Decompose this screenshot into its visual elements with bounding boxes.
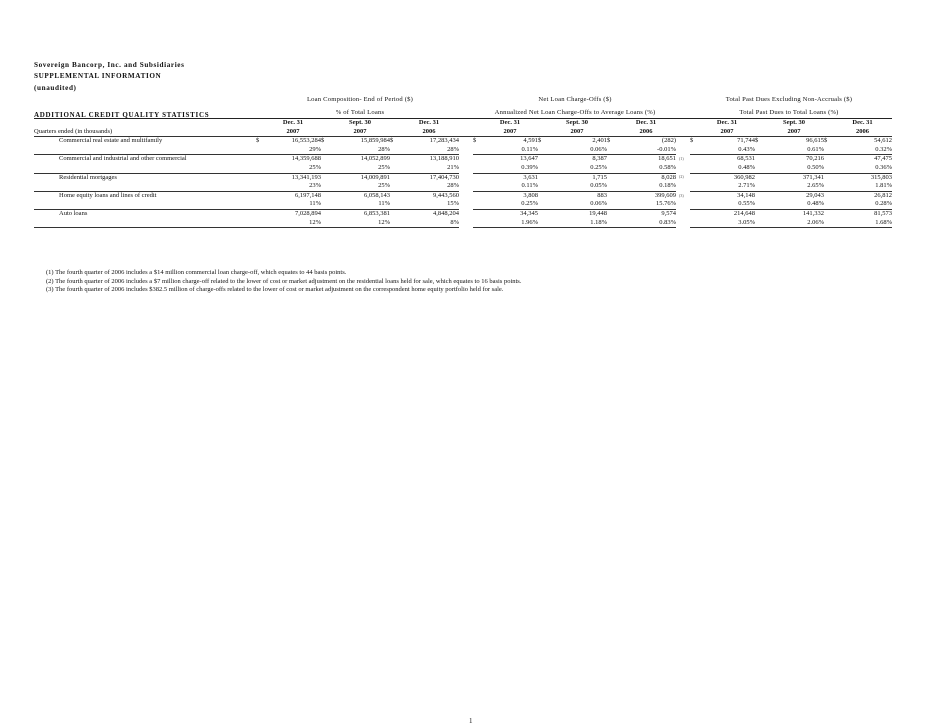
cell-percent: 0.61% — [764, 146, 824, 155]
cell-value: 14,052,899 — [360, 155, 390, 163]
row-label: Home equity loans and lines of credit — [59, 191, 157, 199]
currency-spacer — [390, 219, 399, 228]
cell-value: 18,651 — [658, 155, 676, 163]
group-gap — [459, 164, 473, 173]
currency-spacer — [390, 182, 399, 191]
currency-spacer — [321, 155, 330, 164]
currency-spacer — [256, 164, 265, 173]
currency-spacer — [607, 219, 616, 228]
group-gap — [676, 209, 690, 218]
cell-value: 9,574 — [661, 209, 676, 217]
table-row — [34, 137, 892, 146]
header-row-month — [34, 119, 892, 128]
currency-spacer — [321, 200, 330, 209]
col-header-year: 2006 — [616, 128, 676, 137]
cell-percent: 0.43% — [699, 146, 755, 155]
cell-value: 8,028 — [661, 173, 676, 181]
row-label: Auto loans — [59, 209, 88, 217]
currency-spacer — [690, 155, 699, 164]
group-gap — [676, 137, 690, 146]
currency-spacer — [256, 209, 265, 218]
group-gap — [676, 200, 690, 209]
currency-spacer — [690, 191, 699, 200]
col-header-year: 2006 — [833, 128, 892, 137]
table-row-percent — [34, 219, 892, 228]
table-row-percent — [34, 200, 892, 209]
group-subtitle-loan-composition: % of Total Loans — [335, 109, 385, 116]
currency-spacer — [473, 182, 482, 191]
cell-percent: 3.05% — [699, 219, 755, 228]
currency-spacer — [473, 219, 482, 228]
cell-percent: 23% — [265, 182, 321, 191]
section-title: ADDITIONAL CREDIT QUALITY STATISTICS — [34, 111, 210, 119]
cell-value: 19,448 — [589, 209, 607, 217]
currency-spacer — [473, 173, 482, 182]
cell-percent: 0.06% — [547, 200, 607, 209]
cell-percent: 1.68% — [833, 219, 892, 228]
cell-percent: 0.39% — [482, 164, 538, 173]
currency-symbol: $ — [755, 137, 759, 145]
cell-percent: 0.58% — [616, 164, 676, 173]
currency-spacer — [690, 219, 699, 228]
currency-spacer — [321, 182, 330, 191]
group-gap — [459, 209, 473, 218]
cell-value: 17,404,730 — [429, 173, 459, 181]
cell-percent: -0.01% — [616, 146, 676, 155]
currency-spacer — [607, 173, 616, 182]
cell-value: (282) — [661, 137, 676, 145]
currency-spacer — [607, 209, 616, 218]
cell-value: 34,345 — [520, 209, 538, 217]
currency-symbol: $ — [538, 137, 542, 145]
cell-value: 13,188,910 — [429, 155, 459, 163]
col-header-month: Dec. 31 — [499, 119, 521, 126]
cell-value: 315,803 — [870, 173, 892, 181]
currency-spacer — [538, 191, 547, 200]
cell-percent: 2.65% — [764, 182, 824, 191]
cell-percent: 0.06% — [547, 146, 607, 155]
currency-symbol: $ — [256, 137, 260, 145]
row-label: Residential mortgages — [59, 173, 117, 181]
header-row-year — [34, 128, 892, 137]
cell-percent: 0.48% — [764, 200, 824, 209]
row-label-spacer — [34, 219, 256, 228]
cell-percent: 25% — [330, 164, 390, 173]
cell-value: 4,591 — [523, 137, 538, 145]
row-label-spacer — [34, 164, 256, 173]
currency-spacer — [473, 200, 482, 209]
cell-percent: 0.32% — [833, 146, 892, 155]
currency-spacer — [390, 191, 399, 200]
group-gap — [459, 200, 473, 209]
currency-spacer — [824, 209, 833, 218]
cell-value: 16,553,284 — [291, 137, 321, 145]
table-row — [34, 155, 892, 164]
cell-percent: 0.11% — [482, 182, 538, 191]
cell-value: 14,359,688 — [291, 155, 321, 163]
cell-percent: 0.83% — [616, 219, 676, 228]
currency-spacer — [256, 155, 265, 164]
currency-spacer — [390, 200, 399, 209]
table-row — [34, 191, 892, 200]
col-header-month: Sept. 30 — [782, 119, 806, 126]
cell-value: 13,647 — [520, 155, 538, 163]
currency-spacer — [256, 146, 265, 155]
currency-spacer — [690, 209, 699, 218]
cell-value: 15,859,984 — [360, 137, 390, 145]
currency-spacer — [824, 219, 833, 228]
cell-percent: 11% — [330, 200, 390, 209]
currency-spacer — [755, 219, 764, 228]
footnote-marker: (3) — [679, 192, 684, 198]
cell-percent: 0.11% — [482, 146, 538, 155]
cell-percent: 0.18% — [616, 182, 676, 191]
group-gap — [459, 219, 473, 228]
cell-percent: 29% — [265, 146, 321, 155]
currency-spacer — [538, 146, 547, 155]
footnote-3: (3) The fourth quarter of 2006 includes $382.5 million of charge-offs related to the lower of cost or market adjustment on the correspondent home equity portfolio held for sale. — [46, 286, 504, 294]
cell-value: 14,009,891 — [360, 173, 390, 181]
currency-spacer — [256, 182, 265, 191]
cell-value: 26,812 — [874, 191, 892, 199]
cell-percent: 2.71% — [699, 182, 755, 191]
cell-percent: 0.25% — [482, 200, 538, 209]
cell-value: 17,283,434 — [429, 137, 459, 145]
currency-symbol: $ — [390, 137, 394, 145]
cell-percent: 15% — [399, 200, 459, 209]
col-header-year: 2006 — [399, 128, 459, 137]
group-subtitle-net-charge-offs: Annualized Net Loan Charge-Offs to Average Loans (%) — [494, 109, 656, 116]
cell-value: 6,197,148 — [295, 191, 321, 199]
footnotes — [46, 269, 521, 295]
currency-spacer — [321, 146, 330, 155]
currency-spacer — [607, 164, 616, 173]
col-header-month: Dec. 31 — [418, 119, 440, 126]
group-gap — [459, 173, 473, 182]
quarters-label: Quarters ended (in thousands) — [34, 128, 256, 137]
cell-percent: 0.28% — [833, 200, 892, 209]
currency-spacer — [390, 146, 399, 155]
row-label-spacer — [34, 146, 256, 155]
table-row — [34, 209, 892, 218]
currency-spacer — [690, 173, 699, 182]
currency-spacer — [690, 182, 699, 191]
cell-value: 96,615 — [806, 137, 824, 145]
cell-value: 214,648 — [733, 209, 755, 217]
currency-spacer — [538, 164, 547, 173]
col-header-month: Dec. 31 — [716, 119, 738, 126]
cell-percent: 21% — [399, 164, 459, 173]
footnote-2: (2) The fourth quarter of 2006 includes a $7 million charge-off related to the lower of cost or market adjustment on the residential loans held for sale, which equates to 16 basis points. — [46, 277, 522, 285]
currency-symbol: $ — [690, 137, 694, 145]
currency-spacer — [755, 146, 764, 155]
currency-spacer — [755, 164, 764, 173]
company-name: Sovereign Bancorp, Inc. and Subsidiaries — [34, 61, 185, 69]
cell-value: 13,341,193 — [291, 173, 321, 181]
currency-spacer — [321, 219, 330, 228]
currency-spacer — [473, 191, 482, 200]
currency-spacer — [473, 209, 482, 218]
currency-spacer — [690, 200, 699, 209]
cell-value: 34,148 — [737, 191, 755, 199]
footnote-marker: (2) — [679, 174, 684, 180]
col-header-year: 2007 — [547, 128, 607, 137]
currency-spacer — [755, 155, 764, 164]
currency-spacer — [755, 191, 764, 200]
group-gap — [459, 146, 473, 155]
table-row — [34, 173, 892, 182]
currency-spacer — [321, 191, 330, 200]
cell-value: 1,715 — [592, 173, 607, 181]
group-subtitle-past-dues: Total Past Dues to Total Loans (%) — [739, 109, 839, 116]
group-gap — [676, 164, 690, 173]
table-row-percent — [34, 164, 892, 173]
currency-spacer — [690, 146, 699, 155]
footnote-1: (1) The fourth quarter of 2006 includes a $14 million commercial loan charge-off, which equates to 44 basis points. — [46, 269, 347, 276]
cell-percent: 15.76% — [616, 200, 676, 209]
cell-value: 141,332 — [802, 209, 824, 217]
currency-spacer — [824, 191, 833, 200]
currency-spacer — [256, 200, 265, 209]
cell-value: 360,982 — [733, 173, 755, 181]
credit-quality-table — [34, 119, 892, 228]
cell-percent: 0.48% — [699, 164, 755, 173]
currency-spacer — [824, 155, 833, 164]
currency-spacer — [824, 164, 833, 173]
col-header-year: 2007 — [482, 128, 538, 137]
cell-percent: 12% — [330, 219, 390, 228]
currency-spacer — [824, 146, 833, 155]
group-gap — [459, 137, 473, 146]
currency-spacer — [690, 164, 699, 173]
col-header-month: Sept. 30 — [348, 119, 372, 126]
cell-value: 3,631 — [523, 173, 538, 181]
currency-spacer — [824, 182, 833, 191]
cell-percent: 8% — [399, 219, 459, 228]
cell-value: 6,853,381 — [364, 209, 390, 217]
currency-spacer — [607, 155, 616, 164]
currency-spacer — [321, 209, 330, 218]
currency-spacer — [755, 173, 764, 182]
cell-percent: 25% — [265, 164, 321, 173]
footnote-marker: (1) — [679, 156, 684, 162]
cell-value: 8,387 — [592, 155, 607, 163]
col-header-year: 2007 — [330, 128, 390, 137]
currency-spacer — [256, 219, 265, 228]
cell-percent: 1.81% — [833, 182, 892, 191]
currency-spacer — [538, 173, 547, 182]
cell-value: 6,058,143 — [364, 191, 390, 199]
group-title-net-charge-offs: Net Loan Charge-Offs ($) — [538, 96, 612, 103]
cell-percent: 25% — [330, 182, 390, 191]
cell-value: 7,028,894 — [295, 209, 321, 217]
currency-spacer — [824, 200, 833, 209]
currency-spacer — [538, 155, 547, 164]
currency-spacer — [755, 200, 764, 209]
cell-value: 3,808 — [523, 191, 538, 199]
currency-spacer — [607, 146, 616, 155]
cell-percent: 0.25% — [547, 164, 607, 173]
report-title: SUPPLEMENTAL INFORMATION — [34, 72, 162, 80]
group-gap — [459, 191, 473, 200]
currency-spacer — [390, 155, 399, 164]
cell-percent: 1.96% — [482, 219, 538, 228]
cell-percent: 28% — [399, 146, 459, 155]
group-title-past-dues: Total Past Dues Excluding Non-Accruals ($) — [725, 96, 853, 103]
cell-percent: 28% — [399, 182, 459, 191]
col-header-month: Dec. 31 — [282, 119, 304, 126]
cell-value: 9,443,560 — [433, 191, 459, 199]
cell-value: 47,475 — [874, 155, 892, 163]
cell-percent: 12% — [265, 219, 321, 228]
currency-spacer — [607, 200, 616, 209]
col-header-month: Sept. 30 — [565, 119, 589, 126]
cell-percent: 1.18% — [547, 219, 607, 228]
table-row-percent — [34, 146, 892, 155]
group-gap — [459, 155, 473, 164]
currency-spacer — [607, 182, 616, 191]
currency-spacer — [256, 173, 265, 182]
currency-spacer — [607, 191, 616, 200]
currency-symbol: $ — [607, 137, 611, 145]
cell-value: 4,848,204 — [433, 209, 459, 217]
row-label-spacer — [34, 182, 256, 191]
row-label: Commercial and industrial and other commercial — [59, 155, 187, 163]
cell-percent: 2.06% — [764, 219, 824, 228]
currency-spacer — [321, 173, 330, 182]
row-label: Commercial real estate and multifamily — [59, 137, 163, 145]
cell-value: 54,612 — [874, 137, 892, 145]
cell-value: 399,609 — [654, 191, 676, 199]
cell-value: 71,744 — [737, 137, 755, 145]
cell-value: 29,043 — [806, 191, 824, 199]
currency-spacer — [538, 209, 547, 218]
table-row-percent — [34, 182, 892, 191]
currency-symbol: $ — [473, 137, 477, 145]
page-number: 1 — [469, 717, 473, 725]
group-title-loan-composition: Loan Composition- End of Period ($) — [306, 96, 414, 103]
cell-value: 883 — [597, 191, 607, 199]
currency-spacer — [321, 164, 330, 173]
table-body — [34, 137, 892, 228]
currency-spacer — [390, 164, 399, 173]
currency-spacer — [473, 164, 482, 173]
col-header-month: Dec. 31 — [852, 119, 873, 126]
unaudited-label: (unaudited) — [34, 84, 77, 92]
group-gap — [676, 219, 690, 228]
cell-percent: 0.50% — [764, 164, 824, 173]
col-header-year: 2007 — [764, 128, 824, 137]
group-gap — [459, 182, 473, 191]
currency-symbol: $ — [321, 137, 325, 145]
cell-percent: 28% — [330, 146, 390, 155]
cell-value: 371,341 — [802, 173, 824, 181]
currency-spacer — [390, 173, 399, 182]
currency-spacer — [256, 191, 265, 200]
group-gap — [676, 182, 690, 191]
currency-spacer — [755, 209, 764, 218]
cell-value: 68,531 — [737, 155, 755, 163]
cell-percent: 11% — [265, 200, 321, 209]
currency-spacer — [538, 182, 547, 191]
cell-value: 2,401 — [592, 137, 607, 145]
currency-spacer — [538, 200, 547, 209]
currency-spacer — [824, 173, 833, 182]
cell-value: 70,216 — [806, 155, 824, 163]
currency-spacer — [473, 146, 482, 155]
cell-percent: 0.36% — [833, 164, 892, 173]
row-label-spacer — [34, 200, 256, 209]
cell-percent: 0.05% — [547, 182, 607, 191]
cell-percent: 0.55% — [699, 200, 755, 209]
currency-symbol: $ — [824, 137, 828, 145]
group-gap — [676, 146, 690, 155]
col-header-year: 2007 — [265, 128, 321, 137]
currency-spacer — [473, 155, 482, 164]
currency-spacer — [755, 182, 764, 191]
cell-value: 81,573 — [874, 209, 892, 217]
currency-spacer — [390, 209, 399, 218]
col-header-year: 2007 — [699, 128, 755, 137]
col-header-month: Dec. 31 — [635, 119, 657, 126]
currency-spacer — [538, 219, 547, 228]
